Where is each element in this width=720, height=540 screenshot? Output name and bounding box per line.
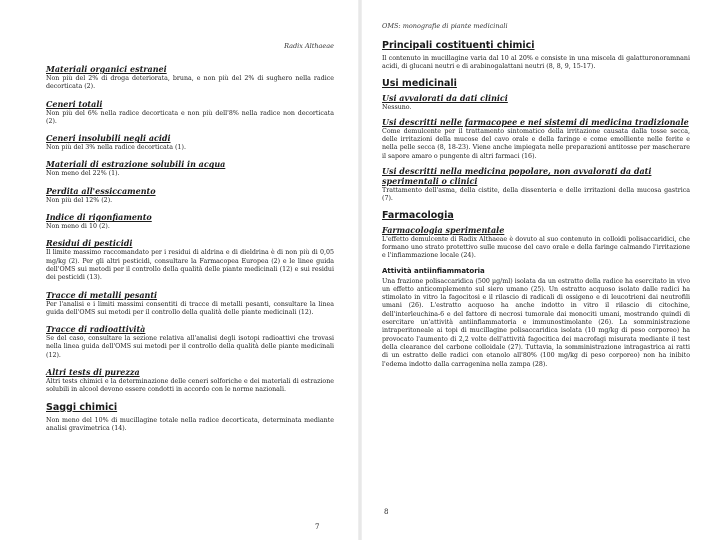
running-head-right: OMS: monografie di piante medicinali	[382, 22, 508, 30]
section-heading: Tracce di radioattività	[46, 324, 146, 335]
section-metalli-pesanti	[46, 290, 334, 318]
usi-farmacopee-text: Come demulcente per il trattamento sintomatico della irritazione causata dalla tosse secca, delle irritazioni della mucose del cavo orale e della faringe e come emolliente nelle ferite e nella pelle secca (8, 18-23). Viene anche impiegata nelle preparazioni antitosse per mascherare il sapore amaro o pungente di altri farmaci (16).	[382, 127, 690, 160]
principali-heading: Principali costituenti chimici	[382, 40, 535, 51]
right-page	[360, 0, 720, 540]
saggi-chimici-heading: Saggi chimici	[46, 401, 118, 413]
page-number-right: 8	[384, 508, 389, 516]
running-head-left: Radix Althaeae	[284, 42, 334, 50]
section-text: Non più del 12% (2).	[46, 196, 113, 204]
section-heading: Perdita all'essiccamento	[46, 185, 156, 196]
section-estrazione-acqua	[46, 159, 334, 178]
section-text: Se del caso, consultare la sezione relativa all'analisi degli isotopi radioattivi che trovasi nella linea guida dell'OMS sui metodi per il controllo della qualità delle piante medicinali (12).	[46, 335, 334, 359]
section-residui-pesticidi	[46, 238, 334, 282]
section-text: Per l'analisi e i limiti massimi consentiti di tracce di metalli pesanti, consultare la linea guida dell'OMS sui metodi per il controllo della qualità delle piante medicinali (12).	[46, 300, 334, 316]
section-heading: Residui di pesticidi	[46, 238, 133, 249]
section-altri-tests	[46, 367, 334, 395]
section-text: Non più del 2% di droga deteriorata, bruna, e non più del 2% di sughero nella radice decorticata (2).	[46, 75, 334, 91]
usi-farmacopee-heading: Usi descritti nelle farmacopee e nei sistemi di medicina tradizionale	[382, 116, 689, 127]
section-ceneri-insolubili	[46, 133, 334, 152]
page-number-left: 7	[315, 523, 320, 531]
principali-text: Il contenuto in mucillagine varia dal 10 al 20% e consiste in una miscela di galatturonoramnani acidi, di glucani neutri e di arabinogalattani neutri (8, 8, 9, 15-17).	[382, 55, 690, 71]
section-text: Non più del 3% nella radice decorticata (1).	[46, 144, 186, 152]
section-materiali-estranei	[46, 64, 334, 92]
section-heading: Ceneri insolubili negli acidi	[46, 133, 171, 144]
usi-popolare-text: Trattamento dell'asma, della cistite, della dissenteria e delle irritazioni della mucosa gastrica (7).	[382, 187, 690, 203]
usi-dati-heading: Usi avvalorati da dati clinici	[382, 92, 508, 103]
farmacologia-heading: Farmacologia	[382, 209, 454, 221]
section-indice-rigonfiamento	[46, 212, 334, 231]
attivita-text: Una frazione polisaccaridica (500 µg/ml) isolata da un estratto della radice ha esercitato in vivo un effetto anticomplemento sul siero umano (25). Un estratto acquoso isolato dalle radici ha stimolato in vitro la fagocitosi e il rilascio di radicali di ossigeno e di leucotrieni dai neutrofili umani (26). L'estratto acquoso ha anche indotto in vitro il rilascio di citochine, dell'interleuchina-6 e del fattore di necrosi tumorale dai monociti umani, mostrando quindi di esercitare un'attività antiinfiammatoria e immunostimolante (26). La somministrazione intraperitoneale ai topi di mucillagine polisaccaridica isolata (10 mg/kg di peso corporeo) ha provocato l'aumento di 2,2 volte dell'attività fagocitica dei macrofagi misurata mediante il test della clearance del carbone colloidale (27). Tuttavia, la somministrazione intragastrica ai ratti di un estratto delle radici con etanolo all'80% (100 mg/kg di peso corporeo) non ha inibito l'edema indotto dalla carragenina nella zampa (28).	[382, 277, 690, 368]
section-heading: Materiali organici estranei	[46, 64, 167, 74]
section-text: Altri tests chimici e la determinazione delle ceneri solforiche e dei materiali di estrazione solubili in alcool devono essere condotti in accordo con le norme nazionali.	[46, 378, 334, 394]
section-text: Il limite massimo raccomandato per i residui di aldrina e di dieldrina è di non più di 0,05 mg/kg (2). Per gli altri pesticidi, consultare la Farmacopea Europea (2) e le linee guida dell'OMS sui metodi per il controllo della qualità delle piante medicinali (12) e sui residui dei pesticidi (13).	[46, 249, 334, 282]
section-heading: Materiali di estrazione solubili in acqua	[46, 159, 226, 170]
section-perdita-essiccamento	[46, 186, 334, 205]
usi-popolare-heading: Usi descritti nella medicina popolare, non avvalorati da dati sperimentali o clinici	[382, 166, 652, 187]
section-text: Non più del 6% nella radice decorticata e non più dell'8% nella radice non decorticata (2).	[46, 109, 334, 125]
section-heading: Altri tests di purezza	[46, 367, 140, 378]
section-heading: Indice di rigonfiamento	[46, 212, 152, 223]
farmacologia-sperimentale-heading: Farmacologia sperimentale	[382, 224, 505, 235]
section-text: Non meno del 22% (1).	[46, 170, 120, 178]
usi-medicinali-heading: Usi medicinali	[382, 77, 457, 89]
section-heading: Tracce di metalli pesanti	[46, 289, 158, 300]
usi-dati-text: Nessuno.	[382, 103, 412, 111]
section-heading: Ceneri totali	[46, 98, 103, 109]
section-text: Non meno di 10 (2).	[46, 223, 110, 231]
farmacologia-sperimentale-text: L'effetto demulcente di Radix Althaeae è dovuto al suo contenuto in colloidi polisaccaridici, che formano uno strato protettivo sulle mucose del cavo orale e della faringe calmando l'irritazione e l'infiammazione locale (24).	[382, 235, 690, 260]
section-ceneri-totali	[46, 99, 334, 127]
saggi-chimici-text: Non meno del 10% di mucillagine totale nella radice decorticata, determinata mediante analisi gravimetrica (14).	[46, 416, 334, 432]
section-radioattivita	[46, 324, 334, 360]
attivita-heading: Attività antiinfiammatoria	[382, 266, 485, 275]
